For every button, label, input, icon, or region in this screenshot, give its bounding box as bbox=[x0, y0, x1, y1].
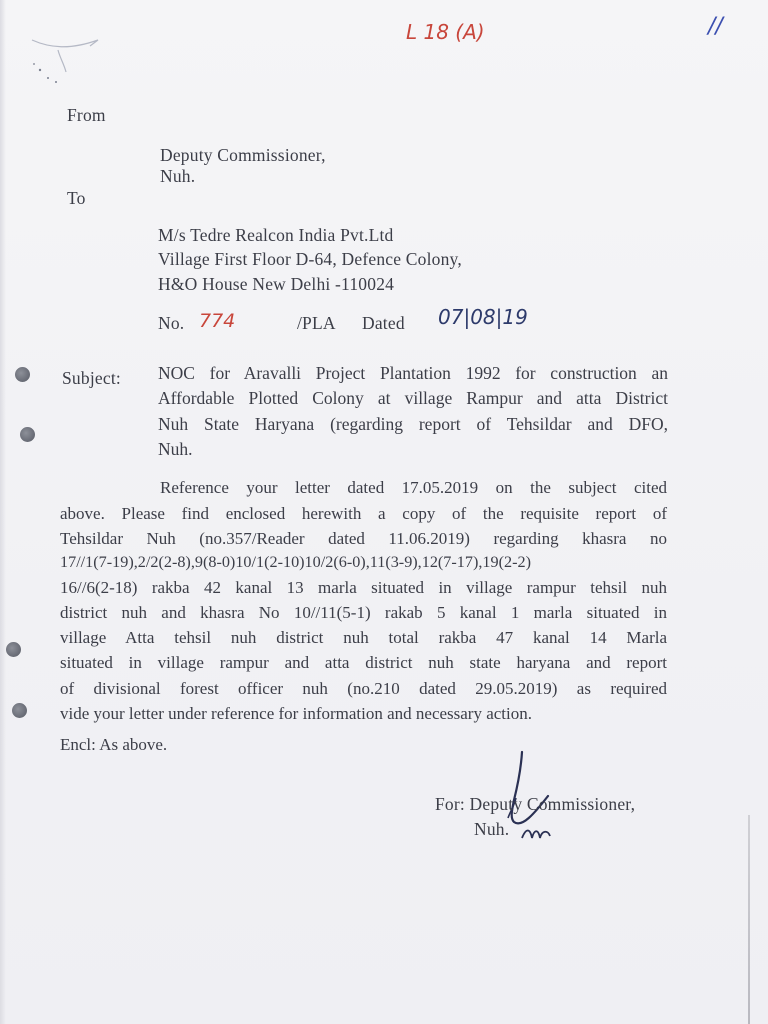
sender-title: Deputy Commissioner, bbox=[160, 145, 326, 165]
initials-handwritten bbox=[518, 818, 568, 848]
scan-speckle-mark bbox=[20, 20, 110, 95]
reference-suffix: /PLA bbox=[297, 313, 336, 333]
reference-number-handwritten: 774 bbox=[199, 310, 236, 332]
punch-hole bbox=[12, 703, 27, 718]
recipient-address-line2: H&O House New Delhi -110024 bbox=[158, 274, 395, 294]
body-line: of divisional forest officer nuh (no.210 dated 29.05.2019) as required bbox=[60, 679, 667, 698]
recipient-address-line1: Village First Floor D-64, Defence Colony, bbox=[158, 249, 462, 269]
to-label: To bbox=[67, 188, 86, 208]
dated-handwritten: 07|08|19 bbox=[438, 305, 528, 329]
punch-hole bbox=[20, 427, 35, 442]
signatory-designation: For: Deputy Commissioner, bbox=[435, 794, 636, 814]
sender-location: Nuh. bbox=[160, 166, 196, 186]
subject-line: Nuh State Haryana (regarding report of Tehsildar and DFO, bbox=[158, 414, 668, 434]
body-line: 16//6(2-18) rakba 42 kanal 13 marla situated in village rampur tehsil nuh bbox=[60, 578, 667, 597]
punch-hole bbox=[15, 367, 30, 382]
file-reference-handwritten: L 18 (A) bbox=[406, 20, 485, 44]
body-line: situated in village rampur and atta district nuh state haryana and report bbox=[60, 653, 667, 672]
subject-label: Subject: bbox=[62, 368, 121, 388]
from-label: From bbox=[67, 105, 106, 125]
subject-line: Affordable Plotted Colony at village Rampur and atta District bbox=[158, 388, 668, 408]
punch-hole bbox=[6, 642, 21, 657]
body-line: Reference your letter dated 17.05.2019 on the subject cited bbox=[160, 478, 667, 497]
body-line: 17//1(7-19),2/2(2-8),9(8-0)10/1(2-10)10/2(6-0),11(3-9),12(7-17),19(2-2) bbox=[60, 553, 531, 571]
signatory-location: Nuh. bbox=[474, 819, 510, 839]
subject-line: Nuh. bbox=[158, 439, 193, 459]
reference-number-label: No. bbox=[158, 313, 185, 333]
enclosure-note: Encl: As above. bbox=[60, 735, 168, 754]
page-shadow-left bbox=[0, 0, 6, 1024]
page-edge-line bbox=[748, 815, 750, 1024]
corner-tick-mark: // bbox=[708, 14, 723, 39]
recipient-name: M/s Tedre Realcon India Pvt.Ltd bbox=[158, 225, 394, 245]
dated-label: Dated bbox=[362, 313, 405, 333]
body-line: district nuh and khasra No 10//11(5-1) rakab 5 kanal 1 marla situated in bbox=[60, 603, 667, 622]
body-line: village Atta tehsil nuh district nuh total rakba 47 kanal 14 Marla bbox=[60, 628, 667, 647]
subject-line: NOC for Aravalli Project Plantation 1992 for construction an bbox=[158, 363, 668, 383]
body-line: vide your letter under reference for information and necessary action. bbox=[60, 704, 533, 723]
body-line: above. Please find enclosed herewith a copy of the requisite report of bbox=[60, 504, 667, 523]
body-line: Tehsildar Nuh (no.357/Reader dated 11.06.2019) regarding khasra no bbox=[60, 529, 667, 548]
